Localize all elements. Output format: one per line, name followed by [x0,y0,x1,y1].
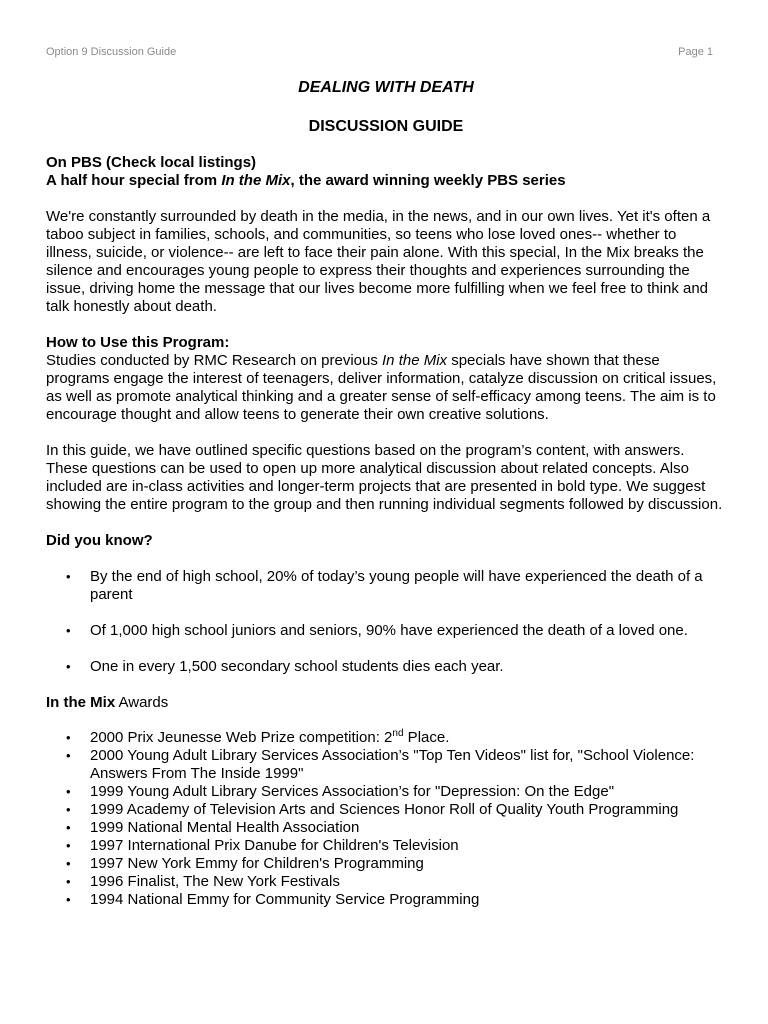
list-item [46,837,726,855]
document-subtitle: DISCUSSION GUIDE [308,118,464,135]
facts-list [46,568,726,676]
bullet-icon: • [66,856,71,871]
broadcast-line-2 [46,172,726,190]
bullet-icon: • [66,659,71,674]
bullet-icon: • [66,784,71,799]
fact-text: By the end of high school, 20% of today’s young people will have experienced the death of a parent [90,568,703,603]
how-to-use-heading: How to Use this Program: [46,334,230,351]
bullet-icon: • [66,748,71,763]
list-item [46,747,726,783]
awards-list [46,729,726,909]
list-item [46,819,726,837]
guide-paragraph: In this guide, we have outlined specific questions based on the program’s content, with answers. These questions can be used to open up more analytical discussion about related concepts. Also included are in-class activities and longer-term projects that are presented in bold type. We suggest showing the entire program to the group and then running individual segments followed by discussion. [46,442,723,513]
award-text: 1999 Academy of Television Arts and Sciences Honor Roll of Quality Youth Programming [90,801,679,818]
list-item [46,873,726,891]
bullet-icon: • [66,569,71,584]
broadcast-prefix: A half hour special from [46,172,222,189]
how-to-use-prefix: Studies conducted by RMC Research on previous [46,352,383,369]
header-doc-title: Option 9 Discussion Guide [46,46,177,58]
list-item [46,729,726,747]
intro-paragraph: We're constantly surrounded by death in the media, in the news, and in our own lives. Yet it's often a taboo subject in families, schools, and communities, so teens who lose loved ones-- whether to illness, suicide, or violence-- are left to face their pain alone. With this special, In the Mix breaks the silence and encourages young people to express their thoughts and experiences surrounding the issue, driving home the message that our lives become more fulfilling when we feel free to think and talk honestly about death. [46,208,711,315]
award-text: 1996 Finalist, The New York Festivals [90,873,340,890]
list-item [46,801,726,819]
award-text: 1994 National Emmy for Community Service Programming [90,891,480,908]
list-item [46,855,726,873]
award-superscript: nd [392,728,404,739]
how-to-use-suffix: specials have shown that these programs engage the interest of teenagers, deliver information, catalyze discussion on critical issues, as well as promote analytical thinking and a greater sense of self-efficacy among teens. The aim is to encourage thought and allow teens to generate their own creative solutions. [46,352,717,423]
bullet-icon: • [66,838,71,853]
awards-section [46,694,726,909]
awards-heading-bold: In the Mix [46,694,116,711]
bullet-icon: • [66,874,71,889]
did-you-know-section [46,532,726,676]
how-to-use-text [46,352,726,424]
list-item [46,622,726,640]
awards-heading-rest: Awards [115,694,169,711]
award-text: 1999 Young Adult Library Services Association’s for "Depression: On the Edge" [90,783,615,800]
document-body [46,78,726,909]
award-text: 2000 Prix Jeunesse Web Prize competition: 2 [90,729,393,746]
list-item [46,568,726,604]
bullet-icon: • [66,802,71,817]
list-item [46,891,726,909]
award-text: 1999 National Mental Health Association [90,819,360,836]
bullet-icon: • [66,892,71,907]
did-you-know-heading: Did you know? [46,532,153,549]
award-text-suffix: Place. [403,729,450,746]
list-item [46,658,726,676]
award-text: 2000 Young Adult Library Services Association’s "Top Ten Videos" list for, "School Violence: Answers From The Inside 1999" [90,747,695,782]
broadcast-suffix: , the award winning weekly PBS series [290,172,566,189]
bullet-icon: • [66,730,71,745]
fact-text: Of 1,000 high school juniors and seniors, 90% have experienced the death of a loved one. [90,622,688,639]
awards-heading [46,694,726,712]
how-to-use-show-title: In the Mix [382,352,448,369]
show-title-italic: In the Mix [221,172,291,189]
list-item [46,783,726,801]
fact-text: One in every 1,500 secondary school students dies each year. [90,658,504,675]
document-title: DEALING WITH DEATH [298,79,474,96]
how-to-use-section [46,334,726,424]
broadcast-info [46,154,726,190]
bullet-icon: • [66,820,71,835]
award-text: 1997 New York Emmy for Children's Programming [90,855,424,872]
award-text: 1997 International Prix Danube for Children's Television [90,837,459,854]
bullet-icon: • [66,623,71,638]
broadcast-line-1: On PBS (Check local listings) [46,154,257,171]
header-page-number: Page 1 [678,46,713,58]
